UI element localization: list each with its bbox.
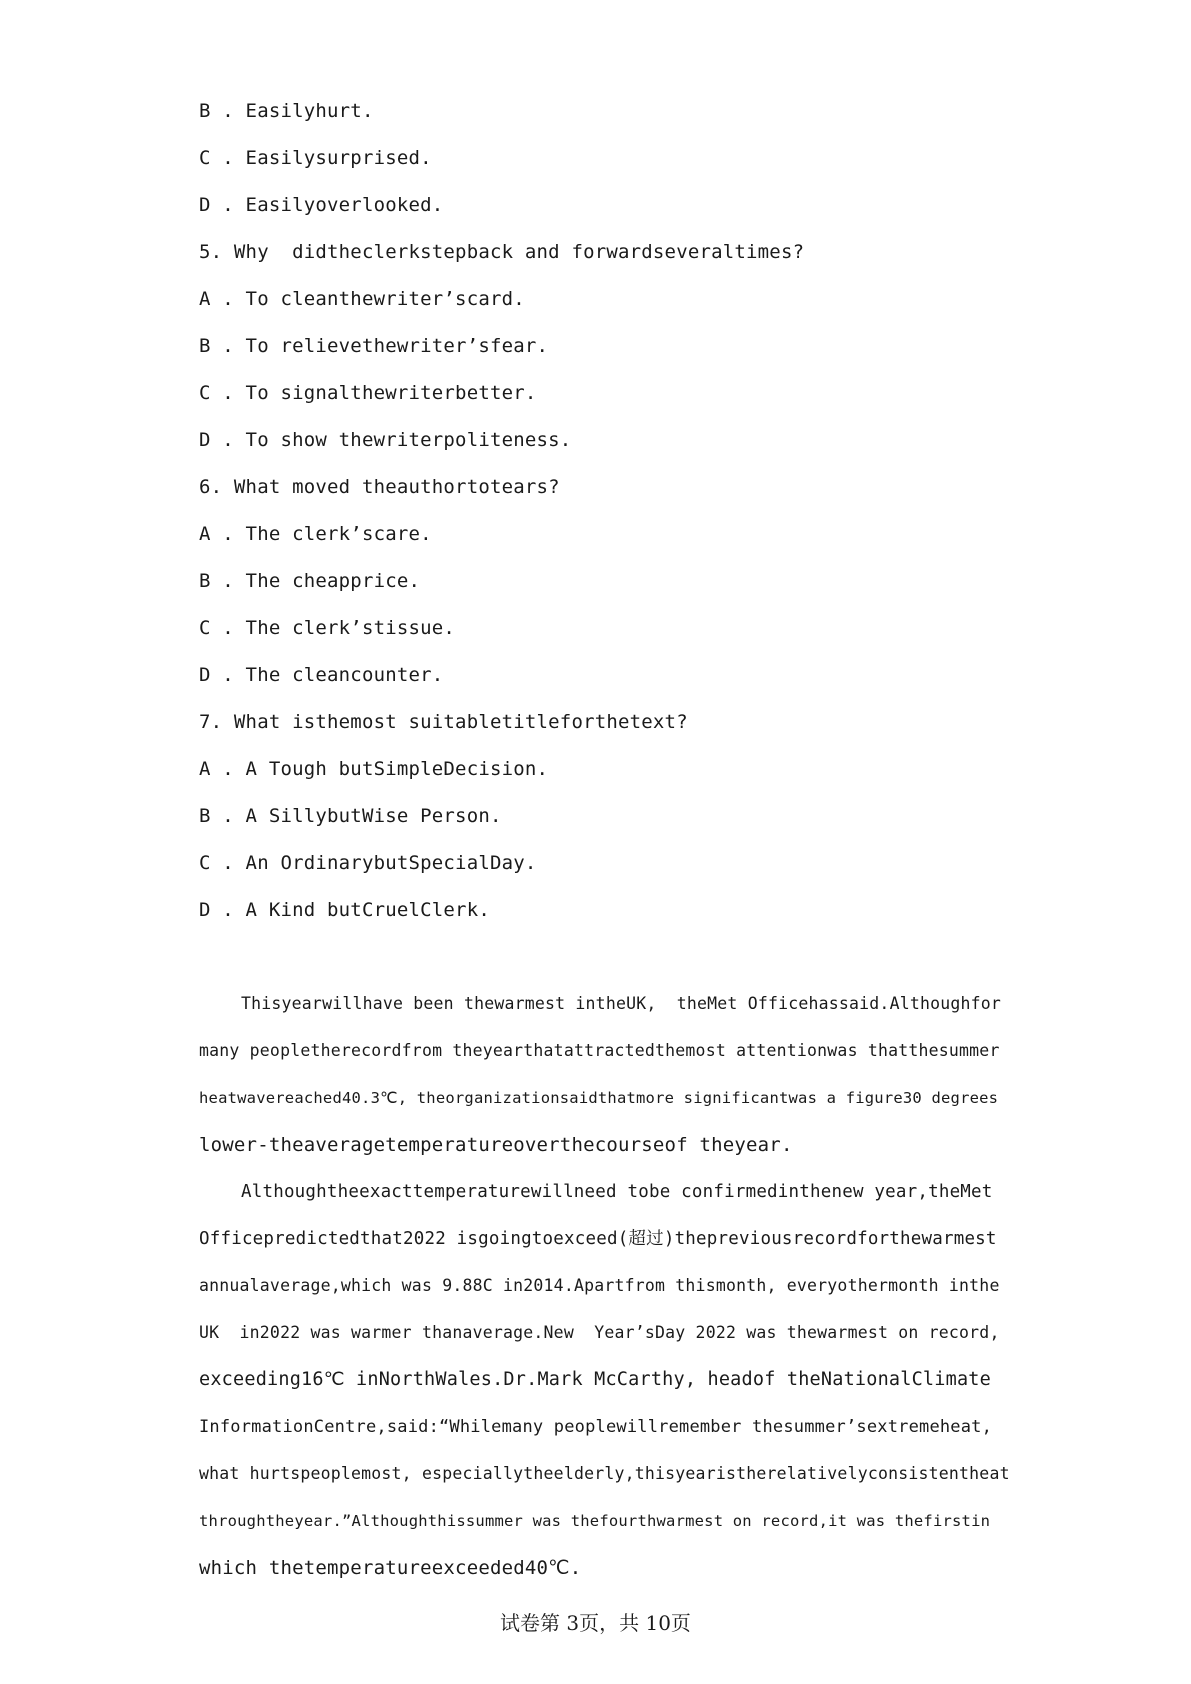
option-6c: C . The clerk’stissue. <box>199 617 456 639</box>
passage-p2-line-9: which thetemperatureexceeded40℃. <box>199 1557 582 1579</box>
question-6: 6. What moved theauthortotears? <box>199 476 560 498</box>
option-5b: B . To relievethewriter’sfear. <box>199 335 549 357</box>
option-7b: B . A SillybutWise Person. <box>199 805 502 827</box>
option-6b: B . The cheapprice. <box>199 570 421 592</box>
passage-p1-line-2: many peopletherecordfrom theyearthatattractedthemost attentionwas thatthesummer <box>199 1041 1000 1060</box>
passage-p1-line-1: Thisyearwillhave been thewarmest intheUK, theMet Officehassaid.Althoughfor <box>241 994 1002 1013</box>
page-footer: 试卷第 3页，共 10页 <box>500 1611 691 1635</box>
option-5c: C . To signalthewriterbetter. <box>199 382 537 404</box>
passage-p2-line-2: Officepredictedthat2022 isgoingtoexceed(超过)thepreviousrecordforthewarmest <box>199 1229 997 1249</box>
passage-p2-line-8: throughtheyear.”Althoughthissummer was thefourthwarmest on record,it was thefirstin <box>199 1512 991 1530</box>
option-4c: C . Easilysurprised. <box>199 147 432 169</box>
option-5a: A . To cleanthewriter’scard. <box>199 288 525 310</box>
option-5d: D . To show thewriterpoliteness. <box>199 429 572 451</box>
option-7c: C . An OrdinarybutSpecialDay. <box>199 852 537 874</box>
question-5: 5. Why didtheclerkstepback and forwardseveraltimes? <box>199 241 805 263</box>
passage-p1-line-3: heatwavereached40.3℃, theorganizationsaidthatmore significantwas a figure30 degrees <box>199 1089 999 1107</box>
option-4d: D . Easilyoverlooked. <box>199 194 444 216</box>
option-6a: A . The clerk’scare. <box>199 523 432 545</box>
passage-p2-line-6: InformationCentre,said:“Whilemany peoplewillremember thesummer’sextremeheat, <box>199 1417 993 1437</box>
option-7d: D . A Kind butCruelClerk. <box>199 899 490 921</box>
passage-p2-line-3: annualaverage,which was 9.88C in2014.Apartfrom thismonth, everyothermonth inthe <box>199 1276 1000 1295</box>
passage-p2-line-7: what hurtspeoplemost, especiallytheelderly,thisyearistherelativelyconsistentheat <box>199 1464 1010 1483</box>
option-4b: B . Easilyhurt. <box>199 100 374 122</box>
passage-p1-line-4: lower-theaveragetemperatureoverthecourseof theyear. <box>199 1134 793 1156</box>
passage-p2-line-5: exceeding16℃ inNorthWales.Dr.Mark McCarthy, headof theNationalClimate <box>199 1369 991 1390</box>
passage-p2-line-1: Althoughtheexacttemperaturewillneed tobe confirmedinthenew year,theMet <box>241 1182 993 1202</box>
passage-p2-line-4: UK in2022 was warmer thanaverage.New Year’sDay 2022 was thewarmest on record, <box>199 1323 1000 1342</box>
question-7: 7. What isthemost suitabletitleforthetext? <box>199 711 688 733</box>
option-7a: A . A Tough butSimpleDecision. <box>199 758 549 780</box>
option-6d: D . The cleancounter. <box>199 664 444 686</box>
